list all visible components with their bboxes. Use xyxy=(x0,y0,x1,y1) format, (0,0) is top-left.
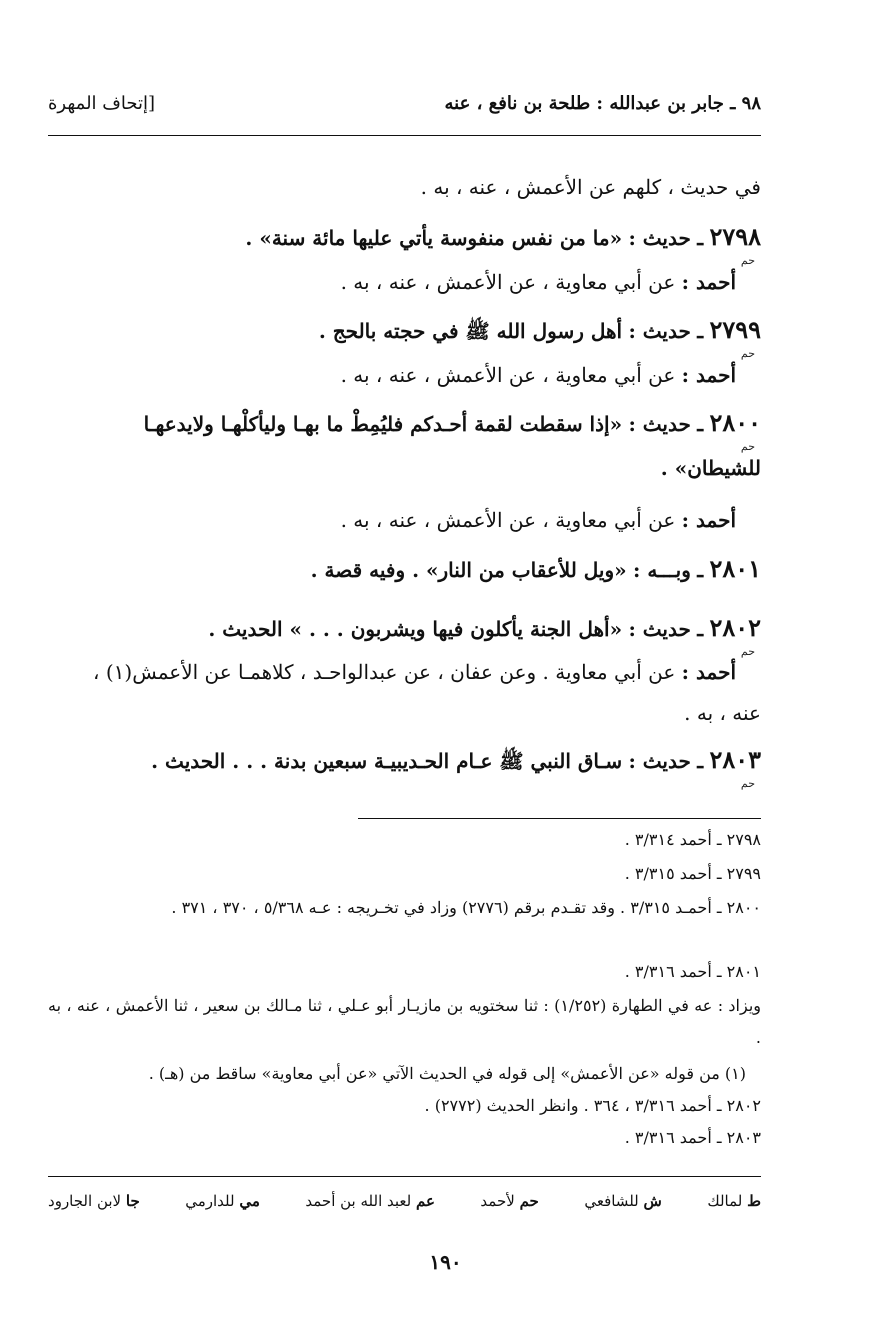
hadith-text: «ما من نفس منفوسة يأتي عليها مائة سنة» . xyxy=(245,226,623,250)
key-item xyxy=(584,1192,662,1210)
hadith-number: ٢٧٩٩ xyxy=(709,315,761,344)
hadith-label: وبـــه : xyxy=(632,558,691,582)
footnote-line: ٢٨٠٠ ـ أحمـد ٣/٣١٥ . وقد تقـدم برقم (٢٧٧٦) وزاد في تخـريجه : عـه ٥/٣٦٨ ، ٣٧٠ ، ٣٧١ . xyxy=(171,898,761,917)
footnote-line: ٢٧٩٨ ـ أحمد ٣/٣١٤ . xyxy=(624,830,761,849)
footnote-line: ٢٧٩٩ ـ أحمد ٣/٣١٥ . xyxy=(624,864,761,883)
key-divider xyxy=(48,1176,761,1177)
hadith-dash: ـ xyxy=(697,412,704,436)
footnote-marker-note: (١) من قوله «عن الأعمش» إلى قوله في الحديث الآتي «عن أبي معاوية» ساقط من (هـ) . xyxy=(148,1064,746,1083)
footnote-line: ٢٨٠٢ ـ أحمد ٣/٣١٦ ، ٣٦٤ . وانظر الحديث (٢٧٧٢) . xyxy=(424,1096,761,1115)
key-text: للشافعي xyxy=(584,1192,639,1210)
hadith-entry-2798 xyxy=(245,222,761,251)
key-abbr: مي xyxy=(239,1192,260,1210)
hadith-label: حديث : xyxy=(628,226,691,250)
key-item xyxy=(480,1192,538,1210)
source-line-2802 xyxy=(93,660,736,684)
key-item xyxy=(707,1192,761,1210)
key-text: لعبد الله بن أحمد xyxy=(305,1192,412,1210)
page-header xyxy=(48,88,761,118)
hadith-text: «ويل للأعقاب من النار» . وفيه قصة . xyxy=(310,558,627,582)
siglum-mark: حم xyxy=(740,440,755,453)
key-text: للدارمي xyxy=(185,1192,235,1210)
hadith-entry-2800 xyxy=(144,408,761,437)
hadith-text: أهل رسول الله ﷺ في حجته بالحج . xyxy=(318,319,623,343)
hadith-label: حديث : xyxy=(628,617,691,641)
hadith-label: حديث : xyxy=(628,319,691,343)
hadith-dash: ـ xyxy=(697,226,704,250)
source-text: عن أبي معاوية ، عن الأعمش ، عنه ، به . xyxy=(340,508,676,532)
siglum-mark: حم xyxy=(740,254,755,267)
source-text: عن أبي معاوية . وعن عفان ، عن عبدالواحـد ، كلاهمـا عن الأعمش(١) ، xyxy=(93,660,676,684)
source-line-2799 xyxy=(341,363,736,387)
hadith-dash: ـ xyxy=(697,319,704,343)
footnote-line: ويزاد : عه في الطهارة (١/٢٥٢) : ثنا سختويه بن مازيـار أبو عـلي ، ثنا مـالك بن سعير ، ثنا الأعمش ، عنه ، به . xyxy=(48,996,761,1047)
page-number: ١٩٠ xyxy=(429,1250,462,1274)
source-label: أحمد : xyxy=(681,660,736,684)
hadith-dash: ـ xyxy=(697,749,704,773)
key-abbr: ط xyxy=(747,1192,761,1210)
hadith-dash: ـ xyxy=(697,558,704,582)
key-item xyxy=(48,1192,140,1210)
key-text: لابن الجارود xyxy=(48,1192,122,1210)
key-abbr: ش xyxy=(643,1192,662,1210)
hadith-text-continued: للشيطان» . xyxy=(660,456,761,480)
abbreviation-key xyxy=(48,1192,761,1210)
hadith-text: «إذا سقطت لقمة أحـدكم فليُمِطْ ما بهـا وليأكلْهـا ولايدعهـا xyxy=(143,412,623,436)
hadith-text: سـاق النبي ﷺ عـام الحـديبيـة سبعين بدنة . . . الحديث . xyxy=(151,749,623,773)
hadith-number: ٢٧٩٨ xyxy=(709,222,761,251)
siglum-mark: حم xyxy=(740,777,755,790)
source-label: أحمد : xyxy=(681,270,736,294)
hadith-number: ٢٨٠٠ xyxy=(709,408,761,437)
source-line-2798 xyxy=(341,270,736,294)
hadith-label: حديث : xyxy=(628,412,691,436)
hadith-label: حديث : xyxy=(628,749,691,773)
key-abbr: عم xyxy=(416,1192,435,1210)
hadith-dash: ـ xyxy=(697,617,704,641)
key-item xyxy=(185,1192,260,1210)
source-label: أحمد : xyxy=(681,508,736,532)
footnote-line: ٢٨٠٣ ـ أحمد ٣/٣١٦ . xyxy=(624,1128,761,1147)
footnote-line: ٢٨٠١ ـ أحمد ٣/٣١٦ . xyxy=(624,962,761,981)
hadith-entry-2801 xyxy=(311,554,761,583)
siglum-mark: حم xyxy=(740,645,755,658)
header-divider xyxy=(48,135,761,136)
key-text: لمالك xyxy=(707,1192,743,1210)
key-text: لأحمد xyxy=(480,1192,515,1210)
source-continued-2802: عنه ، به . xyxy=(684,701,761,725)
key-abbr: جا xyxy=(125,1192,140,1210)
siglum-mark: حم xyxy=(740,347,755,360)
footnote-divider xyxy=(358,818,761,819)
source-line-2800 xyxy=(341,508,736,532)
hadith-entry-2802 xyxy=(208,613,761,642)
header-book-title: [إتحاف المهرة xyxy=(48,92,156,114)
intro-line: في حديث ، كلهم عن الأعمش ، عنه ، به . xyxy=(420,175,761,199)
key-item xyxy=(305,1192,435,1210)
header-chapter-title: ٩٨ ـ جابر بن عبدالله : طلحة بن نافع ، عنه xyxy=(444,92,761,114)
hadith-number: ٢٨٠٣ xyxy=(709,745,761,774)
hadith-text: «أهل الجنة يأكلون فيها ويشربون . . . » الحديث . xyxy=(208,617,623,641)
hadith-entry-2799 xyxy=(319,315,761,348)
hadith-entry-2803 xyxy=(151,745,761,778)
hadith-number: ٢٨٠٢ xyxy=(709,613,761,642)
key-abbr: حم xyxy=(519,1192,539,1210)
source-text: عن أبي معاوية ، عن الأعمش ، عنه ، به . xyxy=(340,363,676,387)
source-label: أحمد : xyxy=(681,363,736,387)
hadith-number: ٢٨٠١ xyxy=(709,554,761,583)
source-text: عن أبي معاوية ، عن الأعمش ، عنه ، به . xyxy=(340,270,676,294)
